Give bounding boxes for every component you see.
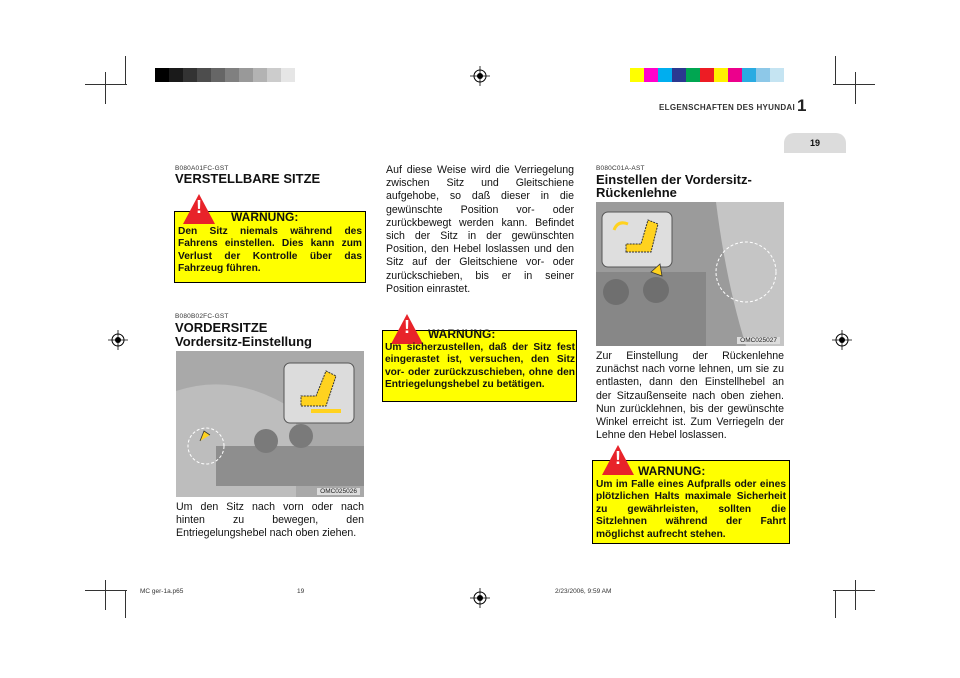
color-swatch — [253, 68, 267, 82]
registration-mark-icon — [108, 330, 128, 350]
warning-symbol: ! — [615, 448, 621, 468]
warning-text: Um im Falle eines Aufpralls oder eines plötzlichen Halts maximale Sicherheit zu gewährleisten, sollten die Sitzlehnen während der Fahrt möglichst aufrecht stehen. — [596, 479, 786, 540]
section-title: VERSTELLBARE SITZE — [175, 171, 321, 186]
section-code: B080C01A-AST — [596, 165, 645, 172]
color-swatch — [225, 68, 239, 82]
registration-mark-icon — [470, 588, 490, 608]
body-text: Zur Einstellung der Rückenlehne zunächst nach vorne lehnen, um sie zu entlasten, dann den Einstellhebel an der Sitzaußenseite nach oben ziehen. Nun zurücklehnen, bis der gewünschte Winkel erreicht ist. Zum Verriegeln der Lehne den Hebel loslassen. — [596, 350, 784, 442]
page-number: 19 — [809, 138, 820, 148]
crop-mark — [835, 56, 836, 84]
color-swatch — [686, 68, 700, 82]
crop-mark — [125, 56, 126, 84]
chapter-number: 1 — [797, 96, 807, 115]
chapter-title: ELGENSCHAFTEN DES HYUNDAI — [659, 103, 795, 112]
warning-text: Den Sitz niemals während des Fahrens einstellen. Dies kann zum Verlust der Kontrolle über das Fahrzeug führen. — [178, 226, 362, 275]
seat-illustration-icon — [596, 202, 784, 346]
color-swatch — [211, 68, 225, 82]
warning-symbol: ! — [404, 317, 410, 337]
color-swatch — [742, 68, 756, 82]
color-swatch — [281, 68, 295, 82]
crop-mark — [85, 590, 127, 591]
color-swatch — [169, 68, 183, 82]
section-title: Einstellen der Vordersitz- — [596, 172, 752, 187]
footer-page: 19 — [297, 588, 305, 595]
crop-mark — [85, 84, 127, 85]
warning-symbol: ! — [196, 197, 202, 217]
crop-mark — [835, 590, 836, 618]
warning-text: Um sicherzustellen, daß der Sitz fest eingerastet ist, versuchen, den Sitz vor- oder zurückzuschieben, ohne den Entriegelungshebel zu betätigen. — [385, 342, 575, 391]
warning-heading: WARNUNG: — [231, 210, 299, 224]
color-swatch — [756, 68, 770, 82]
color-swatch — [630, 68, 644, 82]
color-swatch — [658, 68, 672, 82]
crop-mark — [125, 590, 126, 618]
photo-code: OMC025026 — [317, 488, 360, 495]
crop-mark — [833, 84, 875, 85]
section-code: B080B02FC-GST — [175, 313, 229, 320]
color-swatch — [672, 68, 686, 82]
color-swatch — [155, 68, 169, 82]
color-swatch — [644, 68, 658, 82]
color-swatch — [728, 68, 742, 82]
crop-mark — [105, 580, 106, 610]
section-subtitle: Vordersitz-Einstellung — [175, 334, 312, 349]
section-title: Rückenlehne — [596, 185, 677, 200]
registration-mark-icon — [470, 66, 490, 86]
backrest-adjust-photo — [596, 202, 784, 346]
color-bar — [630, 68, 784, 82]
seat-adjust-photo — [176, 351, 364, 497]
color-swatch — [714, 68, 728, 82]
warning-heading: WARNUNG: — [428, 327, 496, 341]
warning-heading: WARNUNG: — [638, 464, 706, 478]
seat-illustration-icon — [176, 351, 364, 497]
crop-mark — [833, 590, 875, 591]
crop-mark — [855, 72, 856, 104]
footer-file: MC ger-1a.p65 — [140, 588, 184, 595]
photo-code: OMC025027 — [737, 337, 780, 344]
grayscale-bar — [155, 68, 295, 82]
footer-date: 2/23/2006, 9:59 AM — [555, 588, 612, 595]
color-swatch — [239, 68, 253, 82]
section-code: B080A01FC-GST — [175, 165, 229, 172]
body-text: Auf diese Weise wird die Verriegelung zwischen Sitz und Gleitschiene aufgehobe, so daß dieser in die gewünschte Position vor- oder zurückbewegt werden kann. Befindet sich der Sitz in der gewünschten Position, den Hebel loslassen und den Sitz auf der Gleitschiene vor- oder zurückschieben, bis er in seiner Position einrastet. — [386, 164, 574, 295]
section-title: VORDERSITZE — [175, 320, 268, 335]
color-swatch — [700, 68, 714, 82]
color-swatch — [770, 68, 784, 82]
crop-mark — [105, 72, 106, 104]
color-swatch — [267, 68, 281, 82]
body-text: Um den Sitz nach vorn oder nach hinten zu bewegen, den Entriegelungshebel nach oben ziehen. — [176, 501, 364, 540]
color-swatch — [197, 68, 211, 82]
crop-mark — [855, 580, 856, 610]
color-swatch — [183, 68, 197, 82]
registration-mark-icon — [832, 330, 852, 350]
